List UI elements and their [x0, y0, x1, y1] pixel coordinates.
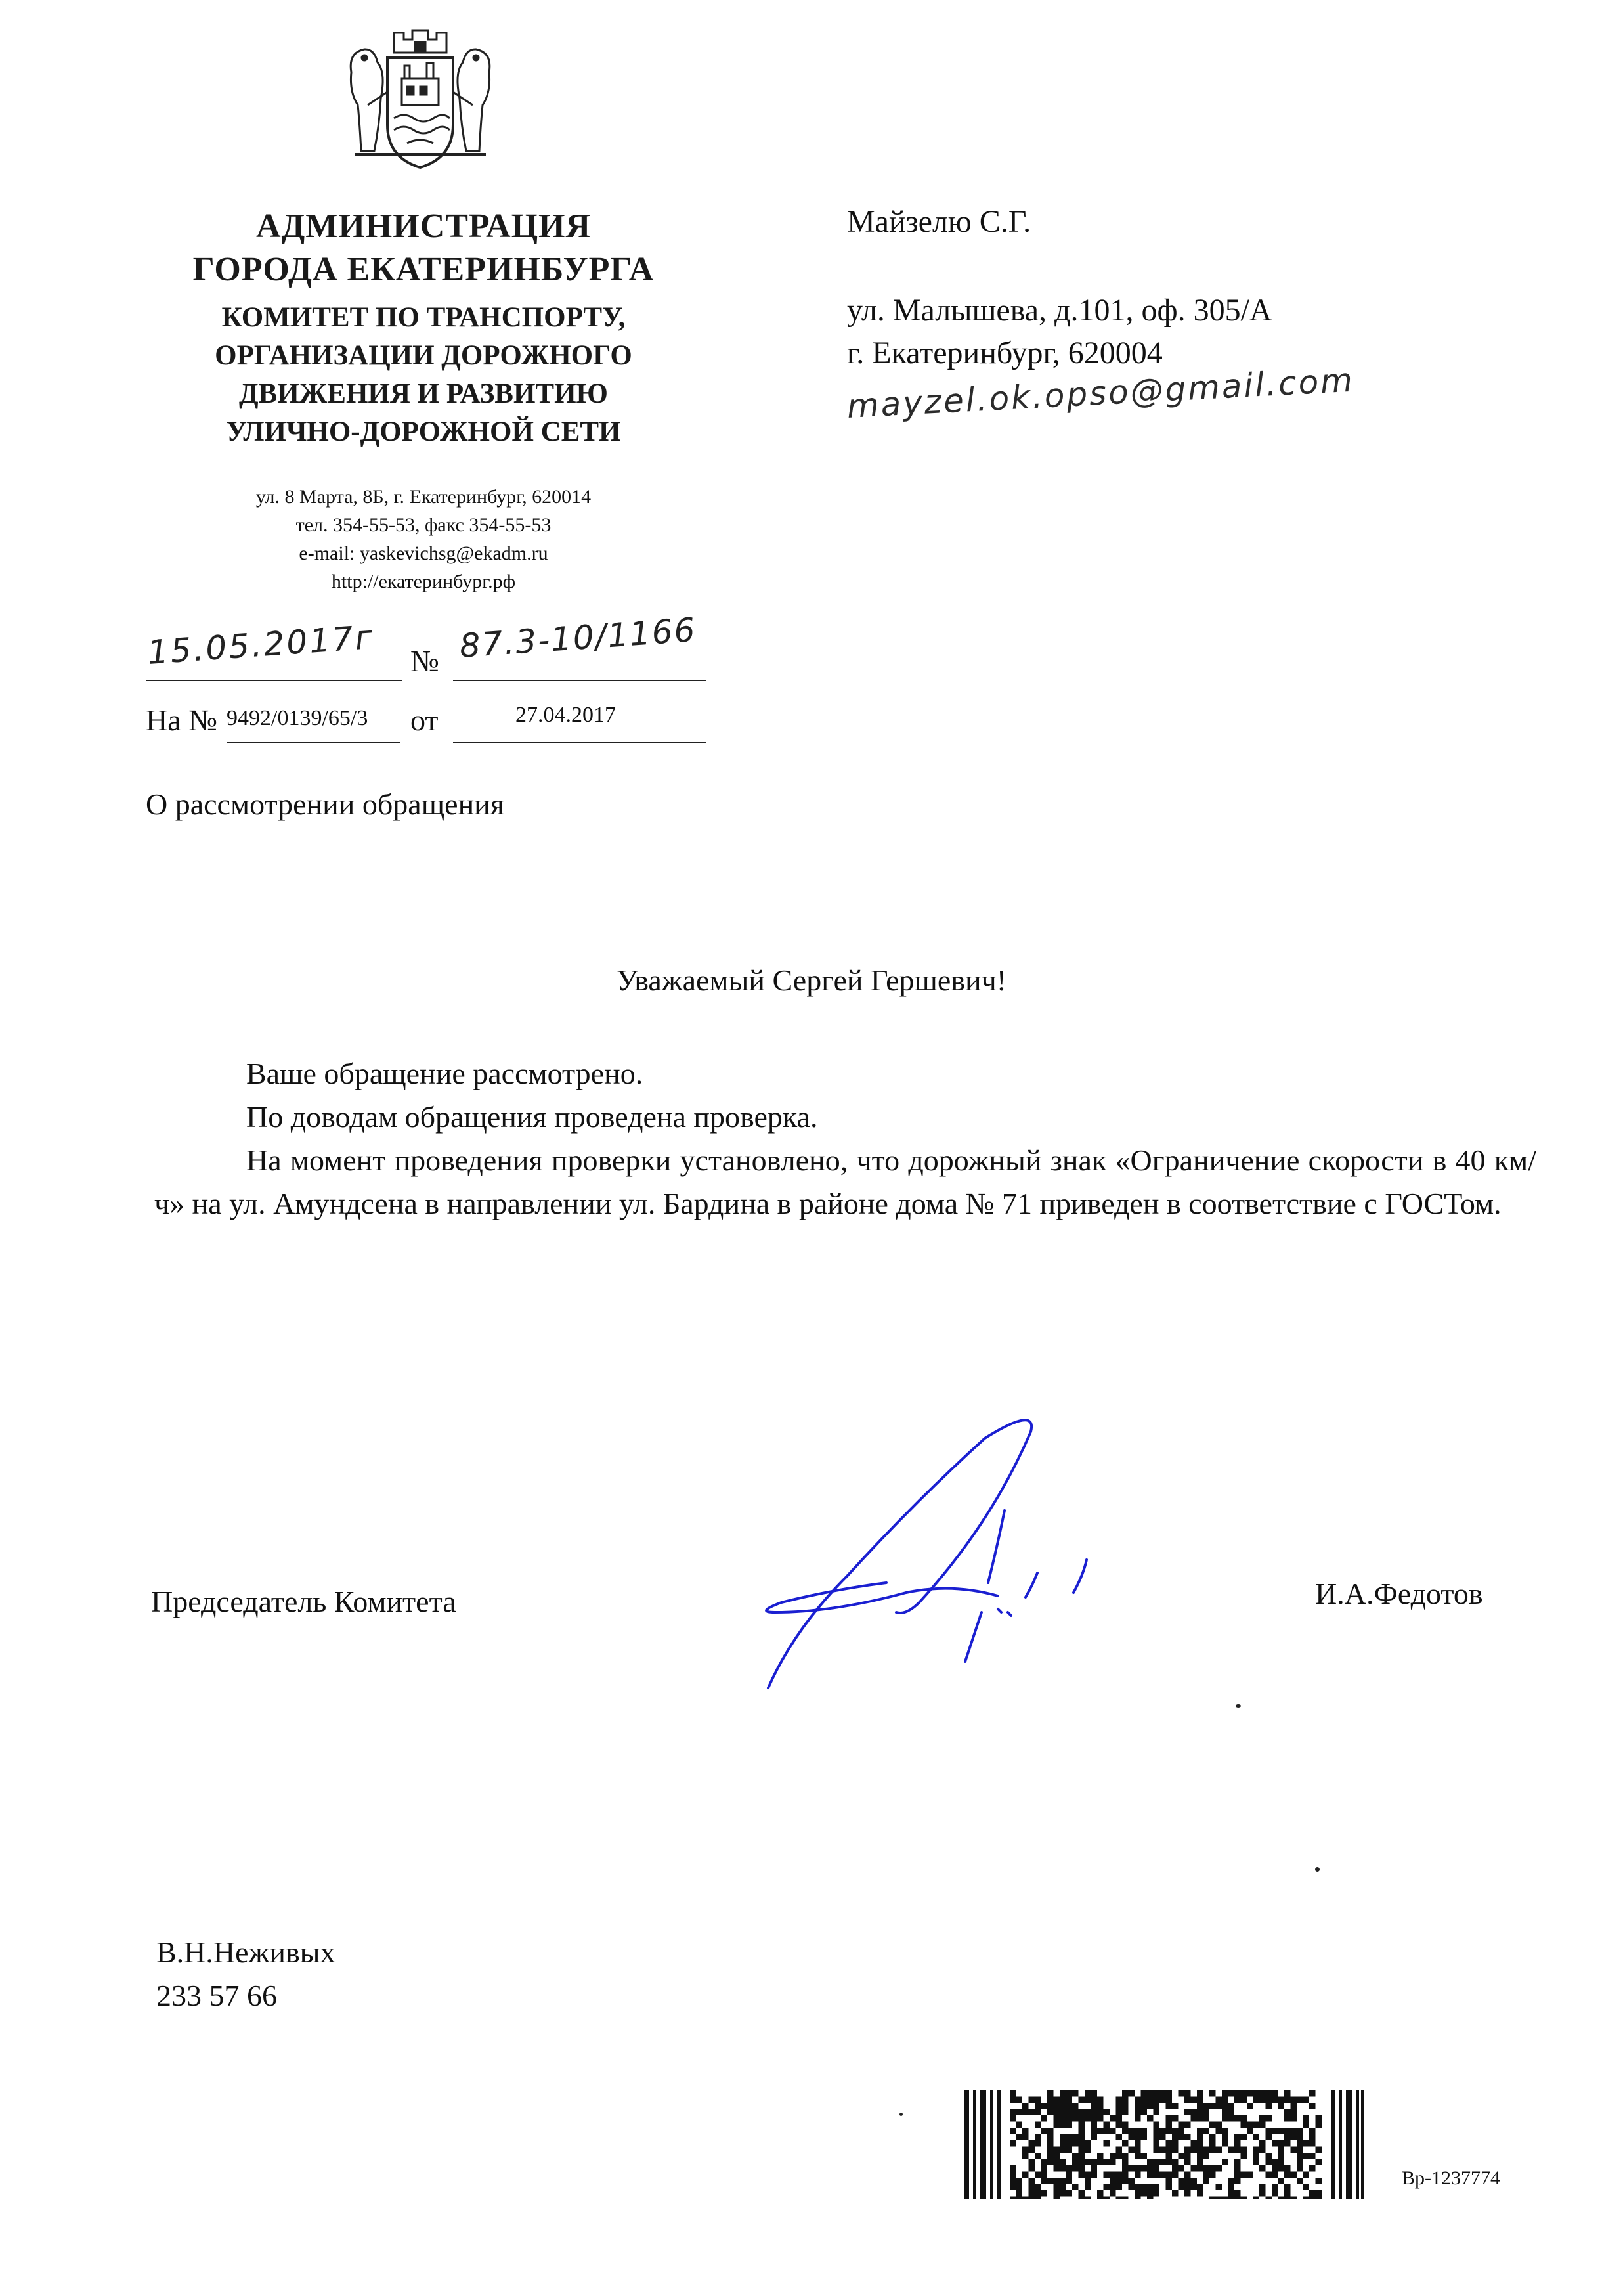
sender-contacts [112, 483, 735, 596]
body-paragraph-3: На момент проведения проверки установлено, что дорожный знак «Ограничение скорости в 40 км/ч» на ул. Амундсена в направлении ул. Бардина в районе дома № 71 приведен в соответствие с ГОСТом. [154, 1143, 1536, 1220]
committee-title [112, 299, 735, 451]
handwritten-signature [755, 1412, 1096, 1701]
letter-subject: О рассмотрении обращения [146, 787, 504, 821]
committee-line-4: УЛИЧНО-ДОРОЖНОЙ СЕТИ [226, 416, 621, 447]
sender-phone: тел. 354-55-53, факс 354-55-53 [295, 514, 552, 536]
greeting: Уважаемый Сергей Гершевич! [616, 963, 1007, 997]
committee-line-2: ОРГАНИЗАЦИИ ДОРОЖНОГО [215, 340, 632, 371]
body-paragraph-1: Ваше обращение рассмотрено. [246, 1057, 643, 1090]
date-underline [146, 680, 402, 681]
sender-website: http://екатеринбург.рф [331, 571, 516, 592]
barcode-icon [964, 2090, 1364, 2199]
barcode-number: Вр-1237774 [1402, 2167, 1500, 2189]
reply-from-label: от [410, 703, 439, 737]
executor-block [156, 1931, 335, 2018]
committee-line-3: ДВИЖЕНИЯ И РАЗВИТИЮ [239, 378, 608, 409]
sender-address: ул. 8 Марта, 8Б, г. Екатеринбург, 620014 [255, 486, 592, 508]
committee-line-1: КОМИТЕТ ПО ТРАНСПОРТУ, [221, 302, 626, 333]
registration-date-handwritten: 15.05.2017г [146, 617, 376, 672]
reply-number-underline [227, 742, 400, 743]
scan-speck [1315, 1867, 1320, 1872]
recipient-city: г. Екатеринбург, 620004 [847, 336, 1163, 370]
registration-number-handwritten: 87.3-10/1166 [458, 610, 698, 665]
executor-phone: 233 57 66 [156, 1979, 277, 2012]
signatory-title: Председатель Комитета [151, 1585, 456, 1618]
recipient-street: ул. Малышева, д.101, оф. 305/А [847, 293, 1272, 328]
registration-number-label: № [410, 644, 439, 678]
executor-name: В.Н.Неживых [156, 1935, 335, 1969]
administration-title [112, 205, 735, 292]
letter-body [154, 1052, 1536, 1225]
recipient-name: Майзелю С.Г. [847, 204, 1031, 239]
signatory-name: И.А.Федотов [1315, 1577, 1483, 1610]
sender-email: e-mail: yaskevichsg@ekadm.ru [299, 542, 548, 564]
coat-of-arms-icon [341, 26, 499, 174]
reply-date-underline [453, 742, 706, 743]
number-underline [453, 680, 706, 681]
org-line-1: АДМИНИСТРАЦИЯ [255, 208, 592, 245]
reply-label: На № [146, 703, 218, 737]
body-paragraph-2: По доводам обращения проведена проверка. [246, 1100, 818, 1134]
org-line-2: ГОРОДА ЕКАТЕРИНБУРГА [192, 251, 655, 288]
recipient-email-handwritten: mayzel.ok.opso@gmail.com [846, 361, 1356, 426]
reply-number: 9492/0139/65/3 [227, 706, 368, 730]
scan-speck [899, 2113, 903, 2116]
reply-date: 27.04.2017 [515, 703, 616, 727]
scan-speck [1236, 1704, 1241, 1708]
